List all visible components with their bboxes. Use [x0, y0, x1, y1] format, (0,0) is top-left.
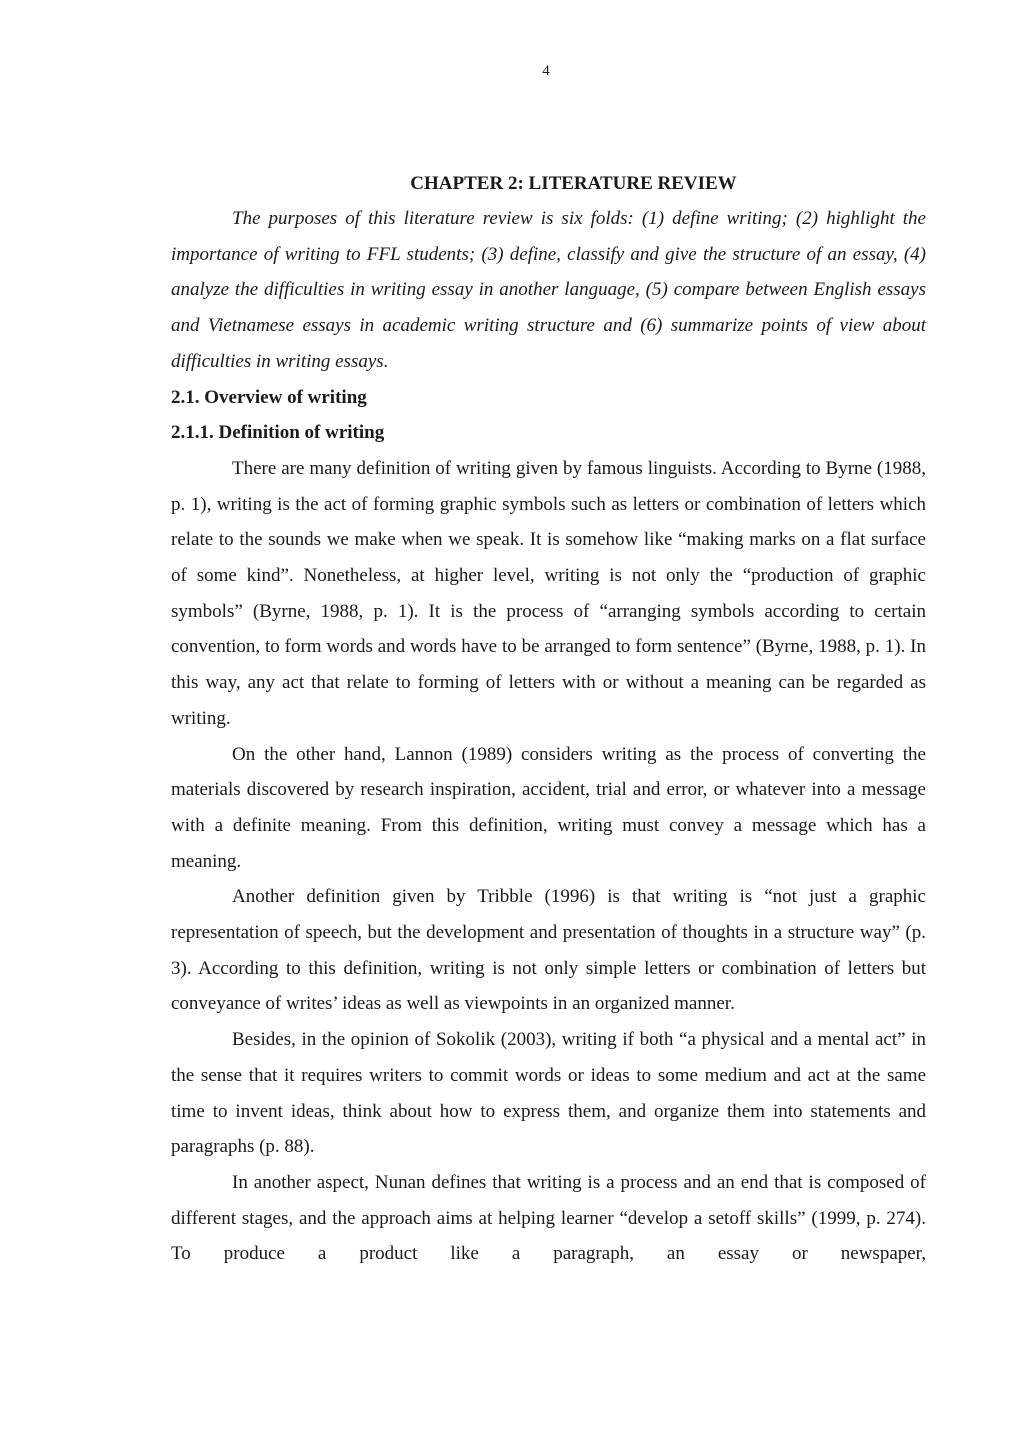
body-paragraph-sokolik: Besides, in the opinion of Sokolik (2003), writing if both “a physical and a mental act” in the sense that it requires writers to commit words or ideas to some medium and act at the same time to invent ideas, think about how to express them, and organize them into statements and paragraphs (p. 88).: [171, 1029, 926, 1158]
section-heading-2-1: 2.1. Overview of writing: [171, 386, 367, 408]
intro-paragraph: The purposes of this literature review is six folds: (1) define writing; (2) highlight the importance of writing to FFL students; (3) define, classify and give the structure of an essay, (4) analyze the difficulties in writing essay in another language, (5) compare between English essays and Vietnamese essays in academic writing structure and (6) summarize points of view about difficulties in writing essays.: [171, 208, 926, 372]
chapter-title: CHAPTER 2: LITERATURE REVIEW: [410, 173, 737, 194]
body-paragraph-lannon: On the other hand, Lannon (1989) considers writing as the process of converting the materials discovered by research inspiration, accident, trial and error, or whatever into a message with a definite meaning. From this definition, writing must convey a message which has a meaning.: [171, 743, 926, 872]
document-body: [171, 170, 926, 1272]
body-paragraph-nunan: In another aspect, Nunan defines that writing is a process and an end that is composed of different stages, and the approach aims at helping learner “develop a setoff skills” (1999, p. 274). To produce a product like a paragraph, an essay or newspaper,: [171, 1171, 926, 1265]
body-paragraph-tribble: Another definition given by Tribble (1996) is that writing is “not just a graphic representation of speech, but the development and presentation of thoughts in a structure way” (p. 3). According to this definition, writing is not only simple letters or combination of letters but conveyance of writes’ ideas as well as viewpoints in an organized manner.: [171, 886, 926, 1015]
body-paragraph-byrne: There are many definition of writing given by famous linguists. According to Byrne (1988, p. 1), writing is the act of forming graphic symbols such as letters or combination of letters which relate to the sounds we make when we speak. It is somehow like “making marks on a flat surface of some kind”. Nonetheless, at higher level, writing is not only the “production of graphic symbols” (Byrne, 1988, p. 1). It is the process of “arranging symbols according to certain convention, to form words and words have to be arranged to form sentence” (Byrne, 1988, p. 1). In this way, any act that relate to forming of letters with or without a meaning can be regarded as writing.: [171, 457, 926, 729]
section-heading-2-1-1: 2.1.1. Definition of writing: [171, 422, 385, 444]
page-number: 4: [542, 63, 550, 79]
